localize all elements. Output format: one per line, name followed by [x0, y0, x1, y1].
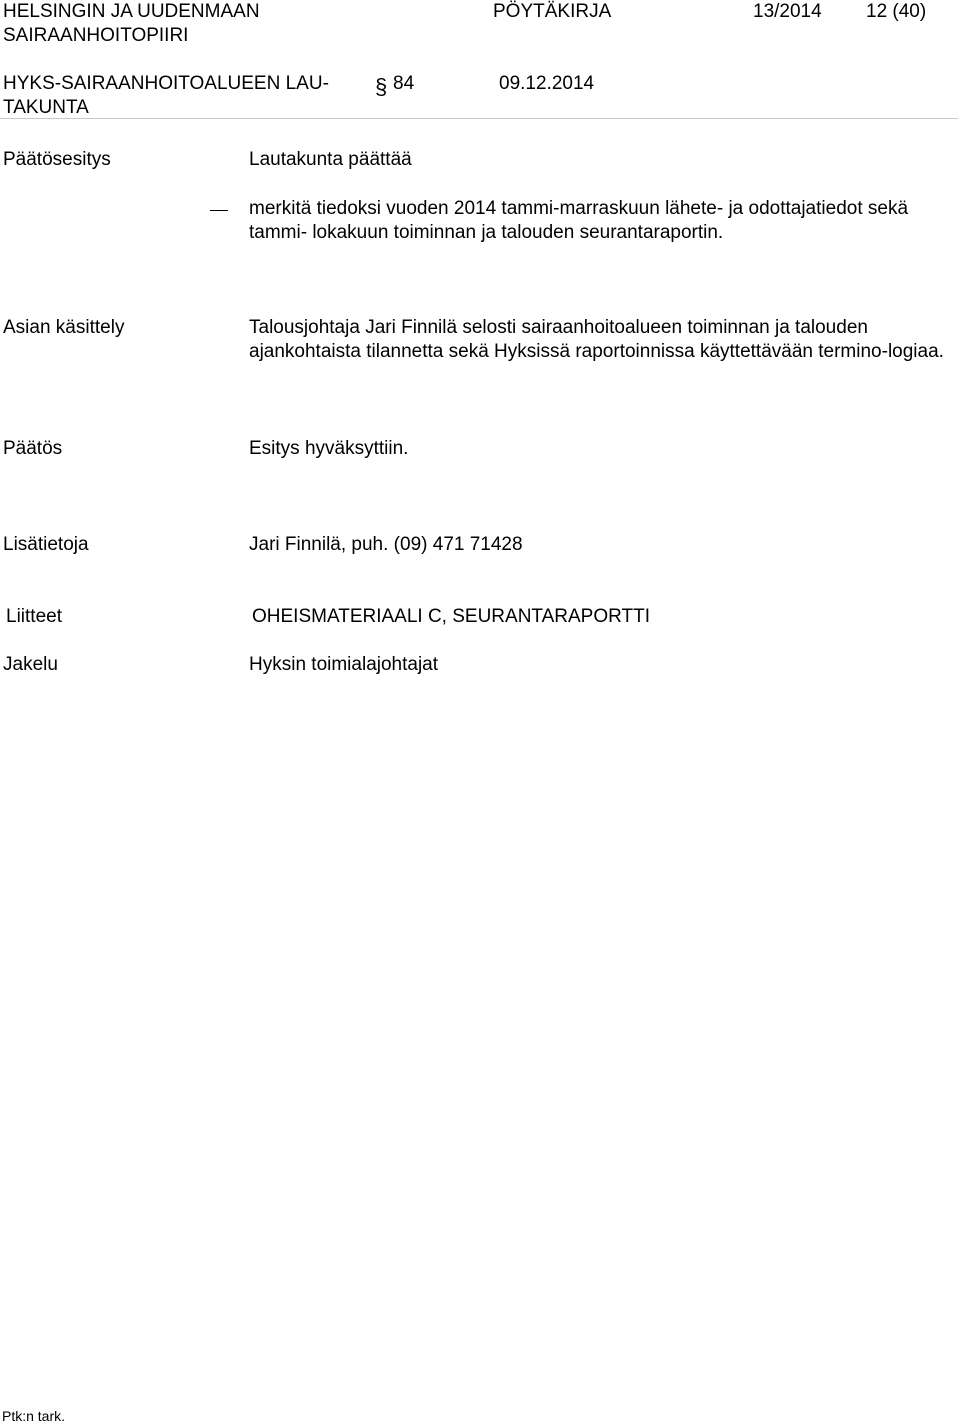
proposal-intro: Lautakunta päättää [249, 149, 412, 170]
page-number: 12 (40) [866, 1, 927, 22]
info-text: Jari Finnilä, puh. (09) 471 71428 [249, 534, 523, 555]
committee-name-line2: TAKUNTA [3, 97, 89, 118]
list-bullet-dash [210, 210, 228, 211]
document-type: PÖYTÄKIRJA [493, 1, 612, 22]
proposal-item: merkitä tiedoksi vuoden 2014 tammi-marraskuun lähete- ja odottajatiedot sekä tammi- lokakuun toiminnan ja talouden seurantaraportin. [249, 198, 909, 243]
distribution-label: Jakelu [3, 654, 58, 675]
handling-label: Asian käsittely [3, 317, 125, 338]
footer-review-note: Ptk:n tark. [2, 1408, 66, 1424]
org-name-line1: HELSINGIN JA UUDENMAAN [3, 1, 260, 22]
section-sign-icon [375, 74, 389, 98]
svg-text:§: § [375, 74, 388, 98]
distribution-text: Hyksin toimialajohtajat [249, 654, 439, 675]
org-name-line2: SAIRAANHOITOPIIRI [3, 25, 189, 46]
meeting-date: 09.12.2014 [499, 73, 595, 94]
handling-text: Talousjohtaja Jari Finnilä selosti sairaanhoitoalueen toiminnan ja talouden ajankohtaista tilannetta sekä Hyksissä raportoinnissa käyttettävään termino-logiaa. [249, 317, 944, 362]
info-label: Lisätietoja [3, 534, 89, 555]
decision-text: Esitys hyväksyttiin. [249, 438, 409, 459]
document-number: 13/2014 [753, 1, 822, 22]
committee-name-line1: HYKS-SAIRAANHOITOALUEEN LAU- [3, 73, 329, 94]
proposal-label: Päätösesitys [3, 149, 111, 170]
section-number: 84 [393, 73, 415, 94]
attachments-label: Liitteet [6, 606, 62, 627]
attachments-text: OHEISMATERIAALI C, SEURANTARAPORTTI [252, 606, 651, 627]
header-divider [0, 118, 958, 119]
decision-label: Päätös [3, 438, 63, 459]
